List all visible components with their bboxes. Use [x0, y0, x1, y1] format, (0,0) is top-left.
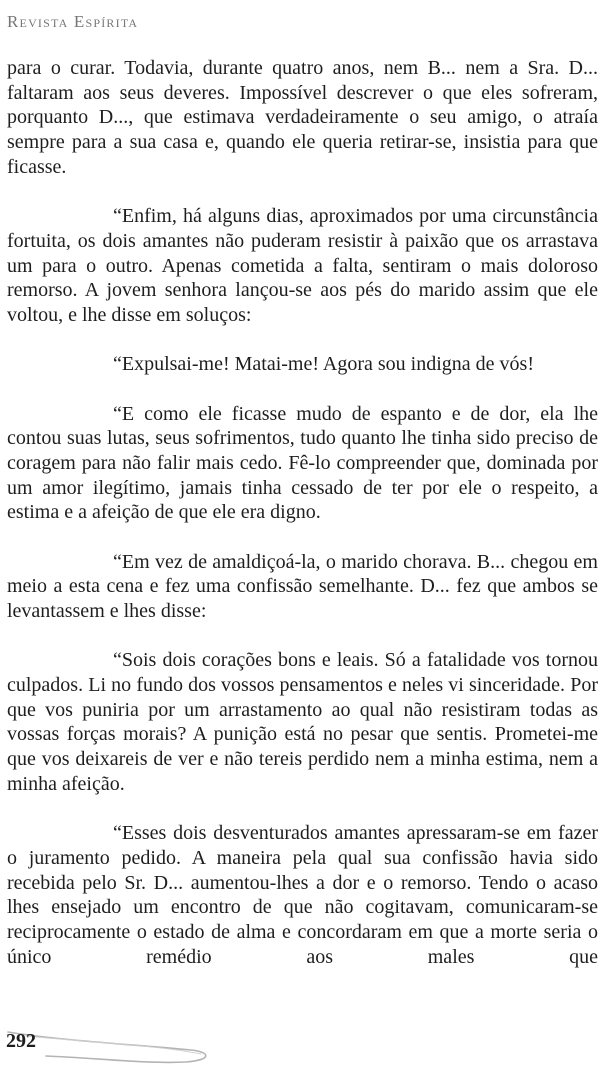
paragraph: “Enfim, há alguns dias, aproximados por uma circunstância fortuita, os dois amantes não puderam resistir à paixão que os arrastava um para o outro. Apenas cometida a falta, sentiram o mais doloroso remorso. A jovem senhora lançou-se aos pés do marido assim que ele voltou, e lhe disse em soluços: [7, 205, 598, 326]
paragraph: “Sois dois corações bons e leais. Só a fatalidade vos tornou culpados. Li no fundo dos vossos pensamentos e neles vi sinceridade. Por que vos puniria por um arrastamento ao qual não resistiram todas as vossas forças morais? A punição está no pesar que sentis. Prometei-me que vos deixareis de ver e não tereis perdido nem a minha estima, nem a minha afeição. [7, 649, 598, 795]
page-number: 292 [6, 1030, 36, 1052]
running-header: Revista Espírita [7, 12, 139, 31]
paragraph: “Esses dois desventurados amantes apressaram-se em fazer o juramento pedido. A maneira pela qual sua confissão havia sido recebida pelo Sr. D... aumentou-lhes a dor e o remorso. Tendo o acaso lhes ensejado um encontro de que não cogitavam, comunicaram-se reciprocamente o estado de alma e concordaram em que a morte seria o único remédio aos males que [7, 822, 598, 968]
paragraph: para o curar. Todavia, durante quatro anos, nem B... nem a Sra. D... faltaram aos seus deveres. Impossível descrever o que eles sofreram, porquanto D..., que estimava verdadeiramente o seu amigo, o atraía sempre para a sua casa e, quando ele queria retirar-se, insistia para que ficasse. [7, 57, 598, 178]
paragraph: “Expulsai-me! Matai-me! Agora sou indigna de vós! [113, 353, 534, 376]
body-text [7, 56, 598, 968]
page-footer [6, 1030, 226, 1064]
paragraph: “Em vez de amaldiçoá-la, o marido chorava. B... chegou em meio a esta cena e fez uma confissão semelhante. D... fez que ambos se levantassem e lhes disse: [7, 550, 598, 623]
decorative-swoosh-icon [6, 1030, 226, 1064]
paragraph: “E como ele ficasse mudo de espanto e de dor, ela lhe contou suas lutas, seus sofrimentos, tudo quanto lhe tinha sido preciso de coragem para não falir mais cedo. Fê-lo compreender que, dominada por um amor ilegítimo, jamais tinha cessado de ter por ele o respeito, a estima e a afeição de que ele era digno. [7, 402, 598, 524]
